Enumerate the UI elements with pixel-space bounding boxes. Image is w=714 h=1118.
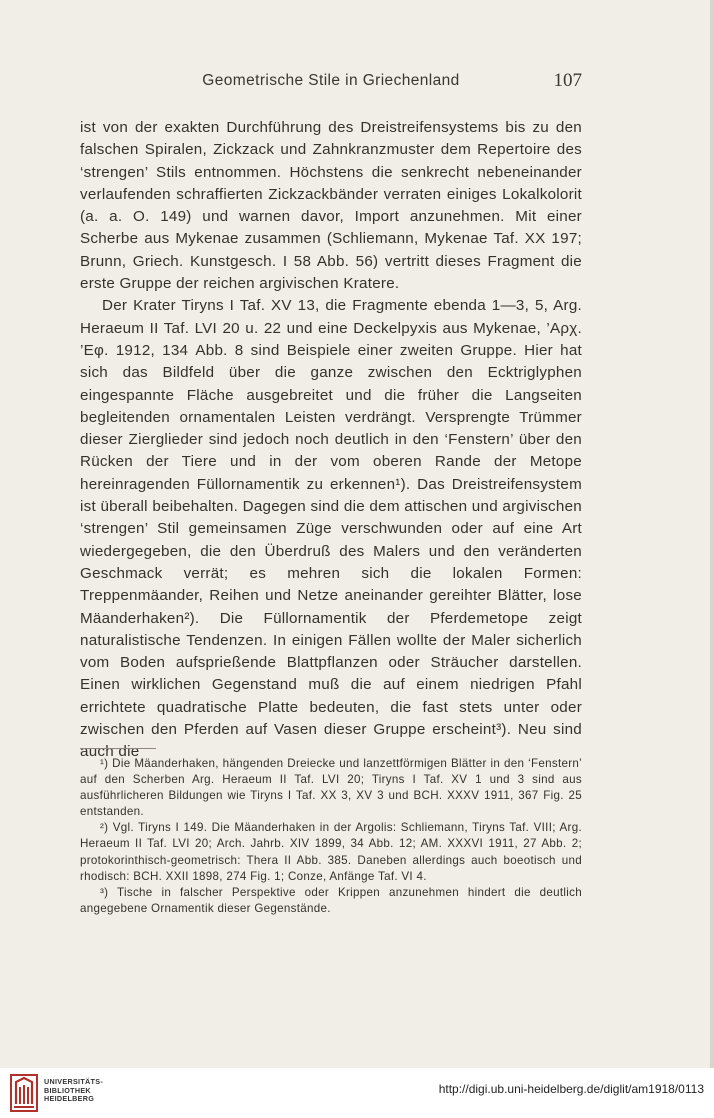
library-name-line: UNIVERSITÄTS- bbox=[44, 1077, 104, 1086]
paragraph: Der Krater Tiryns I Taf. XV 13, die Fragmente ebenda 1—3, 5, Arg. Heraeum II Taf. LVI 20 u. 22 und eine Deckelpyxis aus Mykenae, ’Αρχ. ’Εφ. 1912, 134 Abb. 8 sind Beispiele einer zweiten Gruppe. Hier hat sich das Bildfeld über die ganze zwischen den Ecktriglyphen eingespannte Fläche ausgebreitet und die früher die Langseiten begleitenden ornamentalen Leisten verdrängt. Versprengte Trümmer dieser Zierglieder sind jedoch noch deutlich in den ‘Fenstern’ über den Rücken der Tiere und in der vom oberen Rande der Metope hereinragenden Füllornamentik zu erkennen¹). Das Dreistreifensystem ist überall beibehalten. Dagegen sind die dem attischen und argivischen ‘strengen’ Stil gemeinsamen Züge verschwunden oder auf eine Art wiedergegeben, die den Überdruß des Malers und den veränderten Geschmack verrät; es mehren sich die lokalen Formen: Treppenmäander, Reihen und Netze aneinander gereihter Blätter, lose Mäanderhaken²). Die Füllornamentik der Pferdemetope zeigt naturalistische Tendenzen. In einigen Fällen wollte der Maler sicherlich vom Boden aufsprießende Blattpflanzen oder Sträucher darstellen. Einen wirklichen Gegenstand muß die auf einem niedrigen Pfahl errichtete quadratische Platte bedeuten, die fast stets unter oder zwischen den Pferden auf Vasen dieser Gruppe erscheint³). Neu sind auch die bbox=[80, 297, 582, 761]
footnote: ³) Tische in falscher Perspektive oder Krippen anzunehmen hindert die deutlich angegebene Ornamentik dieser Gegenstände. bbox=[80, 885, 582, 915]
header-title: Geometrische Stile in Griechenland bbox=[202, 72, 460, 89]
library-name-line: BIBLIOTHEK bbox=[44, 1085, 91, 1095]
footnote-divider bbox=[80, 748, 156, 749]
university-library-logo-icon bbox=[10, 1074, 38, 1112]
running-header bbox=[80, 72, 582, 94]
paragraph: ist von der exakten Durchführung des Dreistreifensystems bis zu den falschen Spiralen, Zickzack und Zahnkranzmuster dem Repertoire des ‘strengen’ Stils entnommen. Höchstens die senkrecht nebeneinander verlaufenden schraffierten Zickzackbänder verraten einiges Lokalkolorit (a. a. O. 149) und warnen davor, Import anzunehmen. Mit einer Scherbe aus Mykenae zusammen (Schliemann, Mykenae Taf. XX 197; Brunn, Griech. Kunstgesch. I 58 Abb. 56) vertritt dieses Fragment die erste Gruppe der reichen argivischen Kratere. bbox=[80, 119, 582, 293]
footer-bar bbox=[0, 1068, 714, 1118]
footnote: ²) Vgl. Tiryns I 149. Die Mäanderhaken in der Argolis: Schliemann, Tiryns Taf. VIII; Arg. Heraeum II Taf. LVI 20; Arch. Jahrb. XIV 1899, 34 Abb. 12; AM. XXXVI 1911, 27 Abb. 2; protokorinthisch-geometrisch: Thera II Abb. 385. Daneben allerdings auch boeotisch und rhodisch: BCH. XXII 1898, 274 Fig. 1; Conze, Anfänge Taf. VI 4. bbox=[80, 821, 582, 883]
footnotes bbox=[80, 756, 582, 917]
body-text bbox=[80, 117, 582, 764]
footnote: ¹) Die Mäanderhaken, hängenden Dreiecke und lanzettförmigen Blätter in den ‘Fenstern’ auf den Scherben Arg. Heraeum II Taf. LVI 20; Tiryns I Taf. XV 1 und 3 sind aus ausführlicheren Bildungen wie Tiryns I Taf. XX 3, XV 3 und BCH. XXXV 1911, 367 Fig. 25 entstanden. bbox=[80, 757, 582, 819]
source-url-link[interactable]: http://digi.ub.uni-heidelberg.de/diglit/am1918/0113 bbox=[438, 1082, 704, 1096]
page-number: 107 bbox=[553, 70, 582, 91]
library-name bbox=[44, 1078, 103, 1104]
library-name-line: HEIDELBERG bbox=[44, 1094, 95, 1104]
